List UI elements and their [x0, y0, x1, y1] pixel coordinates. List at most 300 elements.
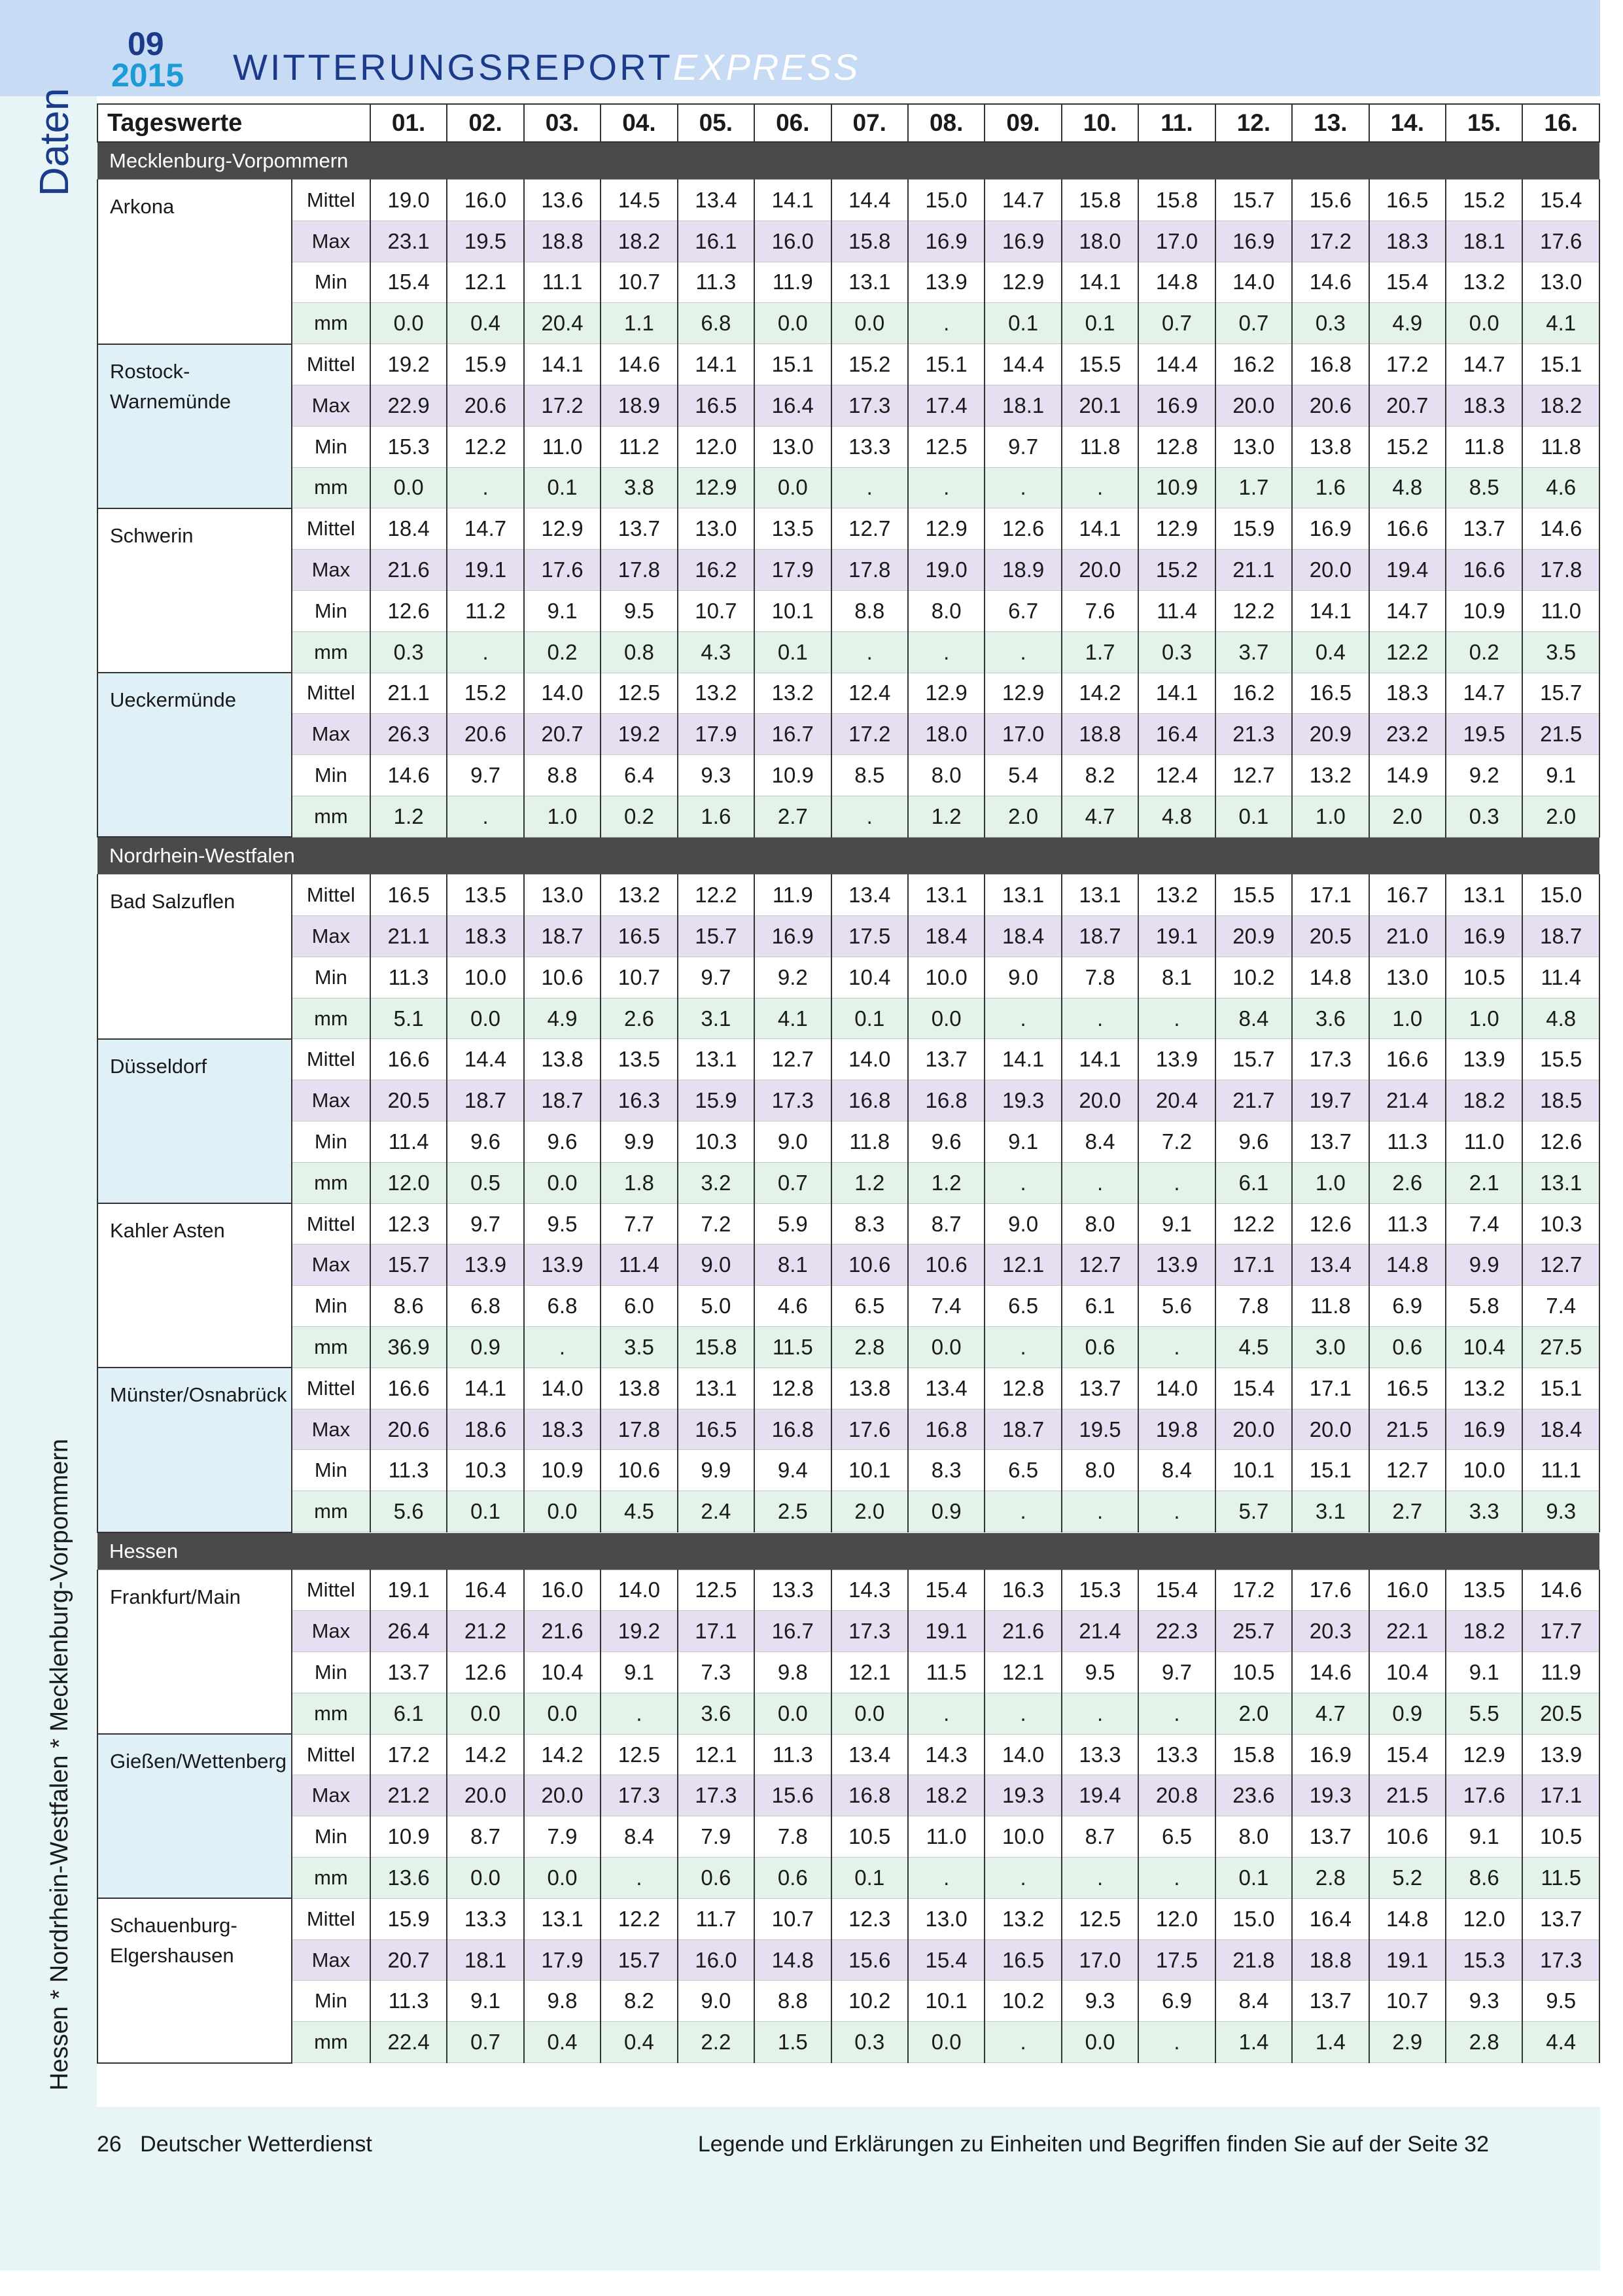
value-cell: 1.4	[1215, 2022, 1292, 2063]
value-cell: 12.5	[1062, 1898, 1138, 1939]
parameter-label: Mittel	[292, 1203, 370, 1245]
value-cell: 16.4	[1292, 1898, 1369, 1939]
value-cell: 16.8	[908, 1409, 985, 1450]
value-cell: 9.9	[601, 1122, 677, 1163]
value-cell: 15.2	[447, 673, 523, 714]
value-cell: 13.7	[1062, 1368, 1138, 1409]
parameter-label: Mittel	[292, 1570, 370, 1611]
value-cell: 15.7	[1215, 1039, 1292, 1080]
value-cell: 18.7	[1522, 916, 1599, 957]
value-cell: 1.2	[908, 1162, 985, 1203]
value-cell: 8.3	[908, 1450, 985, 1491]
value-cell: 1.6	[1292, 467, 1369, 508]
station-name-text: Ueckermünde	[110, 688, 236, 712]
value-cell: 0.0	[370, 303, 447, 344]
value-cell: 0.7	[754, 1162, 831, 1203]
value-cell: 11.4	[1522, 957, 1599, 998]
value-cell: 19.2	[601, 1611, 677, 1652]
value-cell: 13.8	[601, 1368, 677, 1409]
value-cell: 17.2	[1292, 221, 1369, 262]
value-cell: 6.5	[985, 1450, 1061, 1491]
value-cell: 15.7	[678, 916, 754, 957]
value-cell: 10.1	[831, 1450, 908, 1491]
value-cell: 10.1	[1215, 1450, 1292, 1491]
value-cell: 12.2	[1215, 1203, 1292, 1245]
footer-publisher	[97, 2132, 372, 2157]
value-cell: 10.9	[754, 755, 831, 796]
value-cell: 14.0	[985, 1734, 1061, 1775]
value-cell: 15.9	[1215, 508, 1292, 550]
value-cell: 12.5	[601, 673, 677, 714]
value-cell: 1.0	[1292, 1162, 1369, 1203]
value-cell: 4.4	[1522, 2022, 1599, 2063]
value-cell: 17.3	[831, 385, 908, 426]
value-cell: 16.0	[678, 1939, 754, 1981]
value-cell: 3.3	[1446, 1491, 1522, 1532]
value-cell: 11.4	[370, 1122, 447, 1163]
value-cell: 16.5	[1369, 1368, 1446, 1409]
value-cell: 9.9	[678, 1450, 754, 1491]
value-cell: 20.0	[1215, 1409, 1292, 1450]
value-cell: 18.0	[908, 714, 985, 755]
table-row	[97, 1816, 1599, 1858]
value-cell: 17.8	[601, 1409, 677, 1450]
station-name-text: Frankfurt/Main	[110, 1585, 241, 1608]
value-cell: 11.1	[524, 262, 601, 303]
value-cell: 13.3	[447, 1898, 523, 1939]
value-cell: 16.6	[1369, 1039, 1446, 1080]
value-cell: 14.2	[524, 1734, 601, 1775]
value-cell: .	[985, 1491, 1061, 1532]
value-cell: 13.4	[908, 1368, 985, 1409]
value-cell: 21.1	[370, 673, 447, 714]
value-cell: 19.1	[908, 1611, 985, 1652]
value-cell: 3.5	[1522, 631, 1599, 673]
value-cell: 10.7	[601, 957, 677, 998]
value-cell: 14.6	[1292, 262, 1369, 303]
parameter-label: Mittel	[292, 180, 370, 221]
station-name	[97, 875, 292, 1039]
value-cell: 13.4	[831, 875, 908, 916]
table-row	[97, 631, 1599, 673]
parameter-label: Min	[292, 755, 370, 796]
value-cell: 16.5	[985, 1939, 1061, 1981]
value-cell: 12.0	[678, 426, 754, 467]
value-cell: 15.9	[447, 344, 523, 385]
value-cell: 21.1	[370, 916, 447, 957]
value-cell: 17.1	[1292, 875, 1369, 916]
value-cell: 18.3	[1369, 221, 1446, 262]
value-cell: 15.4	[1369, 1734, 1446, 1775]
parameter-label: Max	[292, 1775, 370, 1816]
value-cell: 17.0	[1062, 1939, 1138, 1981]
value-cell: 21.2	[447, 1611, 523, 1652]
table-row	[97, 957, 1599, 998]
value-cell: 14.6	[1292, 1652, 1369, 1693]
value-cell: 14.7	[1369, 590, 1446, 631]
value-cell: 14.0	[601, 1570, 677, 1611]
value-cell: 10.0	[1446, 1450, 1522, 1491]
value-cell: 14.9	[1369, 755, 1446, 796]
value-cell: 8.6	[1446, 1858, 1522, 1899]
parameter-label: mm	[292, 467, 370, 508]
value-cell: 3.0	[1292, 1327, 1369, 1368]
value-cell: 13.5	[754, 508, 831, 550]
publisher-name: Deutscher Wetterdienst	[140, 2132, 372, 2157]
value-cell: 16.0	[524, 1570, 601, 1611]
value-cell: 15.7	[1522, 673, 1599, 714]
value-cell: 15.4	[908, 1570, 985, 1611]
value-cell: 15.3	[370, 426, 447, 467]
value-cell: 7.8	[754, 1816, 831, 1858]
value-cell: 22.1	[1369, 1611, 1446, 1652]
value-cell: 13.1	[678, 1368, 754, 1409]
value-cell: 16.4	[447, 1570, 523, 1611]
value-cell: 1.6	[678, 796, 754, 837]
value-cell: 14.1	[1062, 1039, 1138, 1080]
value-cell: 8.4	[1062, 1122, 1138, 1163]
value-cell: 15.8	[1062, 180, 1138, 221]
value-cell: 13.3	[1138, 1734, 1215, 1775]
value-cell: 4.5	[1215, 1327, 1292, 1368]
value-cell: 14.7	[985, 180, 1061, 221]
value-cell: 4.5	[601, 1491, 677, 1532]
value-cell: 0.3	[831, 2022, 908, 2063]
value-cell: 0.0	[754, 467, 831, 508]
value-cell: 13.7	[1292, 1981, 1369, 2022]
value-cell: 8.2	[1062, 755, 1138, 796]
table-row	[97, 221, 1599, 262]
parameter-label: Max	[292, 221, 370, 262]
value-cell: 19.3	[1292, 1775, 1369, 1816]
value-cell: 20.7	[524, 714, 601, 755]
table-row	[97, 916, 1599, 957]
value-cell: 17.5	[1138, 1939, 1215, 1981]
value-cell: 7.9	[678, 1816, 754, 1858]
parameter-label: Min	[292, 590, 370, 631]
parameter-label: Max	[292, 550, 370, 591]
parameter-label: Max	[292, 1611, 370, 1652]
value-cell: 18.2	[1522, 385, 1599, 426]
value-cell: 10.3	[447, 1450, 523, 1491]
value-cell: 21.5	[1522, 714, 1599, 755]
value-cell: 18.7	[524, 916, 601, 957]
value-cell: 17.2	[1369, 344, 1446, 385]
value-cell: 12.7	[754, 1039, 831, 1080]
value-cell: 14.3	[831, 1570, 908, 1611]
station-name	[97, 1734, 292, 1898]
value-cell: 10.6	[524, 957, 601, 998]
value-cell: 15.4	[1138, 1570, 1215, 1611]
value-cell: 0.0	[1446, 303, 1522, 344]
value-cell: 15.3	[1062, 1570, 1138, 1611]
value-cell: 0.4	[447, 303, 523, 344]
value-cell: .	[1138, 1693, 1215, 1734]
value-cell: 14.2	[1062, 673, 1138, 714]
station-name-text: Gießen/Wettenberg	[110, 1750, 287, 1773]
value-cell: 19.4	[1369, 550, 1446, 591]
value-cell: 10.1	[754, 590, 831, 631]
value-cell: 16.8	[754, 1409, 831, 1450]
value-cell: 5.7	[1215, 1491, 1292, 1532]
value-cell: 9.1	[1446, 1652, 1522, 1693]
value-cell: 15.4	[908, 1939, 985, 1981]
value-cell: 8.0	[908, 590, 985, 631]
value-cell: 20.0	[1062, 1080, 1138, 1122]
value-cell: 17.4	[908, 385, 985, 426]
value-cell: 5.2	[1369, 1858, 1446, 1899]
value-cell: 13.8	[524, 1039, 601, 1080]
value-cell: 12.8	[1138, 426, 1215, 467]
value-cell: 13.9	[1522, 1734, 1599, 1775]
value-cell: 12.1	[985, 1652, 1061, 1693]
value-cell: 2.4	[678, 1491, 754, 1532]
table-row	[97, 1652, 1599, 1693]
value-cell: 13.8	[831, 1368, 908, 1409]
value-cell: 16.9	[1292, 508, 1369, 550]
value-cell: 14.6	[1522, 1570, 1599, 1611]
region-name: Mecklenburg-Vorpommern	[97, 142, 1599, 180]
value-cell: 13.3	[831, 426, 908, 467]
value-cell: 13.5	[447, 875, 523, 916]
value-cell: 9.6	[524, 1122, 601, 1163]
value-cell: 9.0	[754, 1122, 831, 1163]
value-cell: 15.8	[678, 1327, 754, 1368]
value-cell: 11.8	[1446, 426, 1522, 467]
station-name	[97, 508, 292, 673]
value-cell: 15.5	[1062, 344, 1138, 385]
value-cell: 1.0	[1369, 998, 1446, 1039]
value-cell: 17.1	[1522, 1775, 1599, 1816]
value-cell: 19.4	[1062, 1775, 1138, 1816]
value-cell: 17.2	[524, 385, 601, 426]
value-cell: 15.2	[1369, 426, 1446, 467]
value-cell: 0.6	[1062, 1327, 1138, 1368]
value-cell: 3.1	[678, 998, 754, 1039]
value-cell: 17.0	[1138, 221, 1215, 262]
value-cell: 0.0	[524, 1491, 601, 1532]
value-cell: 10.3	[1522, 1203, 1599, 1245]
value-cell: .	[985, 998, 1061, 1039]
value-cell: 9.6	[908, 1122, 985, 1163]
value-cell: 16.5	[678, 385, 754, 426]
value-cell: .	[985, 1693, 1061, 1734]
value-cell: 20.3	[1292, 1611, 1369, 1652]
station-name-text: Düsseldorf	[110, 1054, 207, 1078]
value-cell: 4.7	[1062, 796, 1138, 837]
value-cell: 19.0	[370, 180, 447, 221]
table-row	[97, 1734, 1599, 1775]
value-cell: 15.9	[678, 1080, 754, 1122]
value-cell: 15.2	[1446, 180, 1522, 221]
value-cell: 8.0	[1062, 1203, 1138, 1245]
value-cell: 11.2	[601, 426, 677, 467]
value-cell: 10.3	[678, 1122, 754, 1163]
value-cell: 9.4	[754, 1450, 831, 1491]
value-cell: 1.0	[1292, 796, 1369, 837]
value-cell: 16.9	[754, 916, 831, 957]
value-cell: 0.1	[1215, 796, 1292, 837]
value-cell: 0.0	[524, 1162, 601, 1203]
table-row	[97, 1775, 1599, 1816]
value-cell: 13.0	[678, 508, 754, 550]
value-cell: 16.9	[1292, 1734, 1369, 1775]
value-cell: 14.8	[754, 1939, 831, 1981]
value-cell: 9.0	[678, 1981, 754, 2022]
value-cell: 12.9	[908, 673, 985, 714]
value-cell: 13.0	[1215, 426, 1292, 467]
value-cell: 12.6	[985, 508, 1061, 550]
value-cell: .	[1138, 2022, 1215, 2063]
value-cell: 7.9	[524, 1816, 601, 1858]
value-cell: 21.5	[1369, 1409, 1446, 1450]
value-cell: 10.9	[1446, 590, 1522, 631]
value-cell: 13.1	[985, 875, 1061, 916]
value-cell: 17.7	[1522, 1611, 1599, 1652]
value-cell: 13.7	[908, 1039, 985, 1080]
table-row	[97, 875, 1599, 916]
table-row	[97, 673, 1599, 714]
value-cell: 12.9	[1138, 508, 1215, 550]
table-row	[97, 1203, 1599, 1245]
table-row	[97, 303, 1599, 344]
parameter-label: Min	[292, 1981, 370, 2022]
value-cell: 10.1	[908, 1981, 985, 2022]
value-cell: 7.7	[601, 1203, 677, 1245]
parameter-label: Max	[292, 1080, 370, 1122]
station-name	[97, 1368, 292, 1532]
parameter-label: Mittel	[292, 673, 370, 714]
value-cell: 18.6	[447, 1409, 523, 1450]
value-cell: 10.6	[831, 1245, 908, 1286]
value-cell: 19.1	[1138, 916, 1215, 957]
value-cell: 18.2	[908, 1775, 985, 1816]
parameter-label: mm	[292, 631, 370, 673]
value-cell: 8.1	[754, 1245, 831, 1286]
table-row	[97, 1898, 1599, 1939]
value-cell: 13.9	[447, 1245, 523, 1286]
station-name-text: Münster/Osnabrück	[110, 1383, 287, 1407]
value-cell: 8.0	[1215, 1816, 1292, 1858]
value-cell: 10.7	[601, 262, 677, 303]
value-cell: 12.8	[754, 1368, 831, 1409]
value-cell: 18.5	[1522, 1080, 1599, 1122]
value-cell: 19.1	[1369, 1939, 1446, 1981]
value-cell: 21.6	[985, 1611, 1061, 1652]
day-header: 11.	[1138, 104, 1215, 142]
value-cell: 11.0	[1446, 1122, 1522, 1163]
corner-label: Tageswerte	[97, 104, 370, 142]
value-cell: 19.3	[985, 1080, 1061, 1122]
value-cell: 16.7	[754, 714, 831, 755]
table-row	[97, 508, 1599, 550]
value-cell: 9.1	[1522, 755, 1599, 796]
value-cell: 3.2	[678, 1162, 754, 1203]
value-cell: 9.1	[524, 590, 601, 631]
value-cell: 18.8	[1292, 1939, 1369, 1981]
value-cell: 0.0	[524, 1693, 601, 1734]
value-cell: 12.4	[1138, 755, 1215, 796]
value-cell: 20.5	[1522, 1693, 1599, 1734]
value-cell: 11.5	[1522, 1858, 1599, 1899]
value-cell: 15.6	[754, 1775, 831, 1816]
value-cell: 15.0	[1215, 1898, 1292, 1939]
value-cell: 18.7	[985, 1409, 1061, 1450]
value-cell: 22.4	[370, 2022, 447, 2063]
value-cell: 5.6	[370, 1491, 447, 1532]
value-cell: 8.5	[831, 755, 908, 796]
value-cell: 14.7	[1446, 344, 1522, 385]
station-name-text: Arkona	[110, 195, 175, 218]
report-title	[233, 46, 860, 88]
value-cell: 18.3	[1369, 673, 1446, 714]
value-cell: 6.4	[601, 755, 677, 796]
value-cell: 14.1	[1292, 590, 1369, 631]
parameter-label: Max	[292, 714, 370, 755]
value-cell: .	[1062, 1162, 1138, 1203]
table-row	[97, 1570, 1599, 1611]
value-cell: 12.2	[447, 426, 523, 467]
station-name-line: Elgershausen	[110, 1944, 234, 1968]
table-row	[97, 796, 1599, 837]
table-row	[97, 1939, 1599, 1981]
parameter-label: mm	[292, 303, 370, 344]
value-cell: 0.1	[524, 467, 601, 508]
value-cell: 18.8	[1062, 714, 1138, 755]
value-cell: 18.2	[1446, 1080, 1522, 1122]
footer-legend-note: Legende und Erklärungen zu Einheiten und Begriffen finden Sie auf der Seite 32	[697, 2132, 1489, 2157]
value-cell: 13.0	[524, 875, 601, 916]
table-row	[97, 2022, 1599, 2063]
value-cell: 4.9	[1369, 303, 1446, 344]
value-cell: 5.4	[985, 755, 1061, 796]
value-cell: 10.5	[1522, 1816, 1599, 1858]
value-cell: 17.2	[370, 1734, 447, 1775]
parameter-label: Min	[292, 262, 370, 303]
value-cell: 13.9	[1138, 1245, 1215, 1286]
value-cell: 4.8	[1138, 796, 1215, 837]
value-cell: 8.7	[908, 1203, 985, 1245]
value-cell: 0.0	[908, 998, 985, 1039]
value-cell: .	[447, 467, 523, 508]
value-cell: 14.1	[985, 1039, 1061, 1080]
region-header-row	[97, 837, 1599, 875]
value-cell: .	[1062, 1693, 1138, 1734]
value-cell: 13.3	[754, 1570, 831, 1611]
value-cell: .	[447, 796, 523, 837]
parameter-label: mm	[292, 796, 370, 837]
value-cell: 19.3	[985, 1775, 1061, 1816]
value-cell: 3.1	[1292, 1491, 1369, 1532]
value-cell: 20.6	[447, 385, 523, 426]
value-cell: 0.0	[447, 998, 523, 1039]
value-cell: 0.6	[754, 1858, 831, 1899]
table-row	[97, 1981, 1599, 2022]
value-cell: 3.6	[678, 1693, 754, 1734]
value-cell: 14.0	[524, 1368, 601, 1409]
value-cell: 9.5	[1062, 1652, 1138, 1693]
value-cell: 7.4	[908, 1286, 985, 1327]
region-name: Hessen	[97, 1532, 1599, 1570]
value-cell: 9.7	[447, 755, 523, 796]
value-cell: 14.4	[985, 344, 1061, 385]
value-cell: 4.9	[524, 998, 601, 1039]
value-cell: 9.6	[447, 1122, 523, 1163]
value-cell: 13.5	[1446, 1570, 1522, 1611]
value-cell: .	[985, 1858, 1061, 1899]
value-cell: 15.4	[1522, 180, 1599, 221]
value-cell: 14.6	[370, 755, 447, 796]
